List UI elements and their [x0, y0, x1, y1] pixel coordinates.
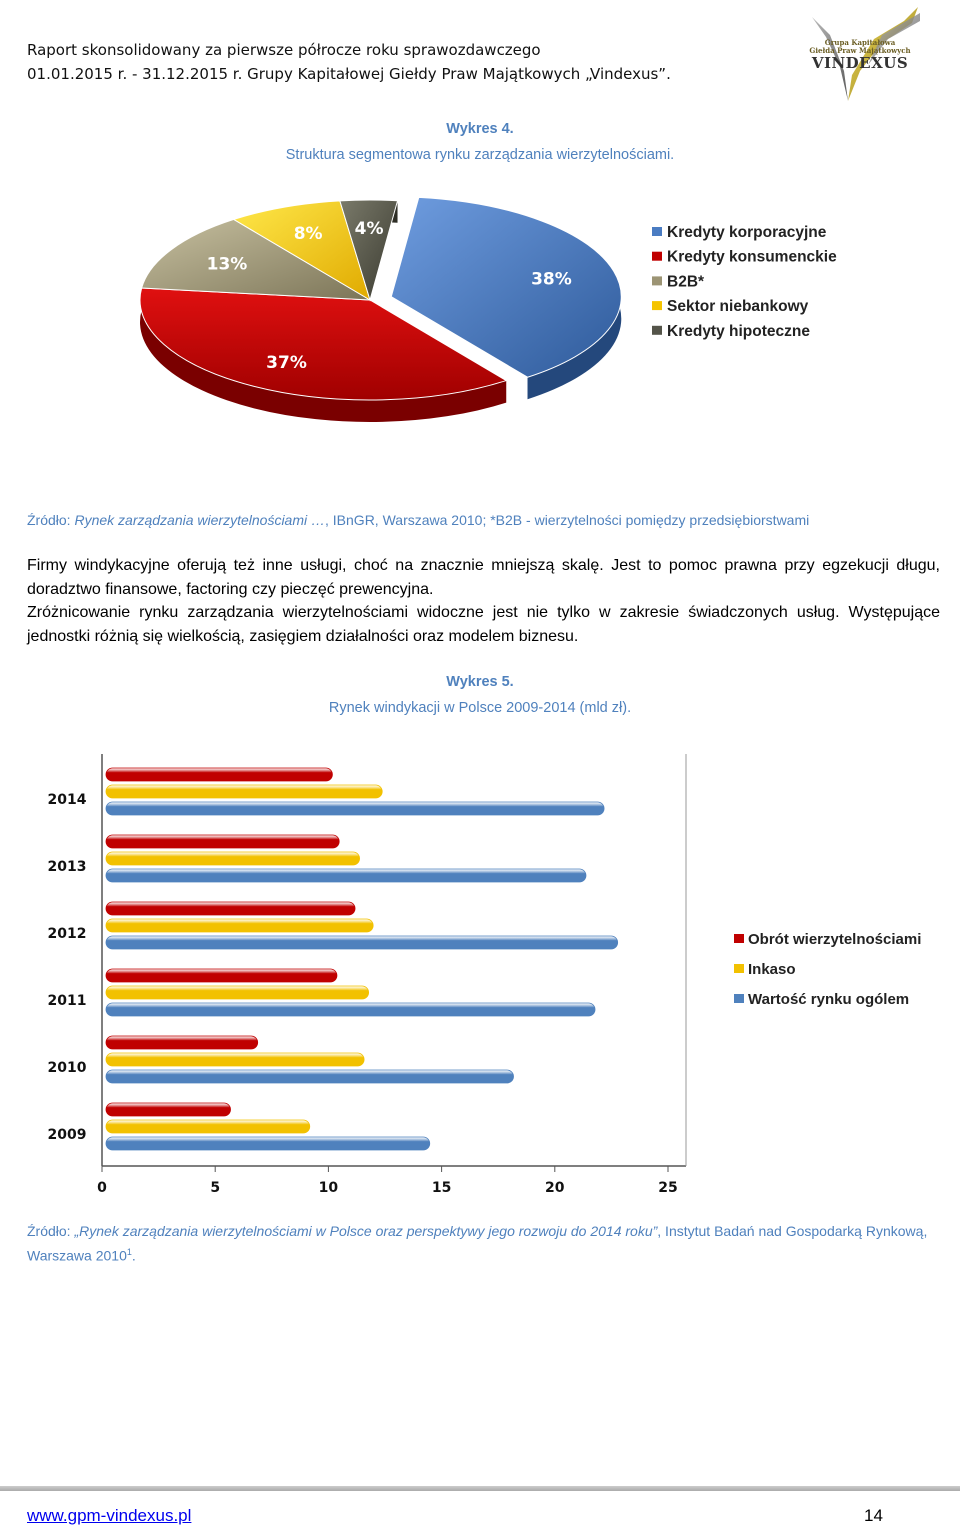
bar-legend-swatch [734, 964, 744, 973]
figure4-source-rest: , IBnGR, Warszawa 2010; *B2B - wierzytelności pomiędzy przedsiębiorstwami [325, 512, 810, 528]
pie-value-label: 13% [206, 254, 248, 275]
y-category-label: 2010 [47, 1060, 87, 1076]
page-number: 14 [864, 1506, 883, 1525]
bar [106, 1053, 364, 1066]
x-tick-label: 15 [431, 1180, 452, 1196]
y-category-label: 2014 [47, 792, 87, 808]
bar [106, 1120, 310, 1133]
x-tick-label: 0 [97, 1180, 107, 1196]
pie-legend-label: B2B* [667, 273, 705, 291]
bar [106, 969, 337, 982]
y-category-label: 2011 [47, 993, 87, 1009]
figure4-source-title: Rynek zarządzania wierzytelnościami … [74, 512, 326, 528]
report-header-line1: Raport skonsolidowany za pierwsze półrocze roku sprawozdawczego [27, 41, 541, 59]
bar [106, 1103, 231, 1116]
pie-legend-label: Kredyty konsumenckie [667, 248, 837, 266]
figure5-title: Wykres 5. [446, 674, 514, 690]
bar [106, 1137, 430, 1150]
bar-legend-label: Inkaso [748, 961, 796, 978]
bar-legend-label: Obrót wierzytelnościami [748, 931, 922, 948]
pie-chart [0, 190, 960, 440]
pie-legend-swatch [652, 227, 662, 236]
bar [106, 902, 355, 915]
figure5-subtitle: Rynek windykacji w Polsce 2009-2014 (mld zł). [328, 700, 632, 716]
y-category-label: 2009 [47, 1127, 87, 1143]
figure5-source-footnote: 1 [126, 1247, 132, 1257]
x-tick-label: 20 [545, 1180, 565, 1196]
website-link[interactable]: www.gpm-vindexus.pl [27, 1506, 192, 1525]
pie-value-label: 8% [293, 224, 323, 245]
bar [106, 1036, 258, 1049]
paragraph-services: Firmy windykacyjne oferują też inne usługi, choć na znacznie mniejszą skalę. Jest to pomoc prawna przy egzekucji długu, doradztwo finansowe, factoring czy pieczęć prewencyjna. [27, 557, 940, 598]
report-header-line2: 01.01.2015 r. - 31.12.2015 r. Grupy Kapitałowej Giełdy Praw Majątkowych „Vindexus”. [27, 65, 671, 83]
bar [106, 835, 339, 848]
figure5-source [27, 1221, 940, 1267]
bar [106, 785, 382, 798]
bar [106, 802, 604, 815]
pie-legend-label: Sektor niebankowy [667, 298, 809, 316]
pie-legend-label: Kredyty korporacyjne [667, 224, 827, 241]
bar [106, 1003, 595, 1016]
figure4-source-prefix: Źródło: [27, 512, 75, 528]
bar-chart [0, 740, 960, 1210]
pie-value-label: 38% [531, 269, 572, 290]
figure5-source-prefix: Źródło: [27, 1223, 75, 1239]
pie-legend-swatch [652, 301, 662, 310]
pie-legend-swatch [652, 252, 662, 261]
y-category-label: 2013 [47, 859, 87, 875]
bar [106, 986, 369, 999]
paragraph-diversity: Zróżnicowanie rynku zarządzania wierzytelnościami widoczne jest nie tylko w zakresie świadczonych usług. Występujące jednostki różnią się wielkością, zasięgiem działalności oraz modelem biznesu. [27, 604, 940, 645]
bar [106, 1070, 514, 1083]
footer-divider [0, 1486, 960, 1491]
figure5-source-title: „Rynek zarządzania wierzytelnościami w Polsce oraz perspektywy jego rozwoju do 2014 roku” [74, 1223, 658, 1239]
pie-legend-label: Kredyty hipoteczne [667, 322, 810, 340]
figure4-source [27, 512, 809, 528]
pie-value-label: 37% [266, 353, 307, 374]
x-tick-label: 5 [210, 1180, 221, 1196]
pie-legend-swatch [652, 326, 662, 335]
pie-legend-swatch [652, 276, 662, 285]
bar-legend-label: Wartość rynku ogólem [748, 991, 910, 1008]
bar [106, 768, 332, 781]
bar-legend-swatch [734, 934, 744, 943]
y-category-label: 2012 [47, 926, 87, 942]
figure4-title: Wykres 4. [446, 121, 514, 137]
bar [106, 919, 373, 932]
x-tick-label: 10 [318, 1180, 339, 1196]
bar-legend-swatch [734, 994, 744, 1003]
pie-value-label: 4% [354, 219, 384, 240]
logo-group-text: Grupa Kapitałowa [824, 38, 896, 47]
figure5-source-end: . [131, 1247, 136, 1264]
vindexus-logo [808, 5, 928, 105]
x-tick-label: 25 [658, 1180, 678, 1196]
logo-exchange-text: Giełda Praw Majątkowych [809, 46, 911, 55]
figure5-source-rest: , Instytut Badań nad Gospodarką Rynkową, Warszawa 2010 [27, 1223, 928, 1264]
bar [106, 936, 618, 949]
bar [106, 852, 360, 865]
logo-vindexus-text: VINDEXUS [811, 54, 909, 72]
figure4-subtitle: Struktura segmentowa rynku zarządzania wierzytelnościami. [285, 147, 675, 163]
bar [106, 869, 586, 882]
